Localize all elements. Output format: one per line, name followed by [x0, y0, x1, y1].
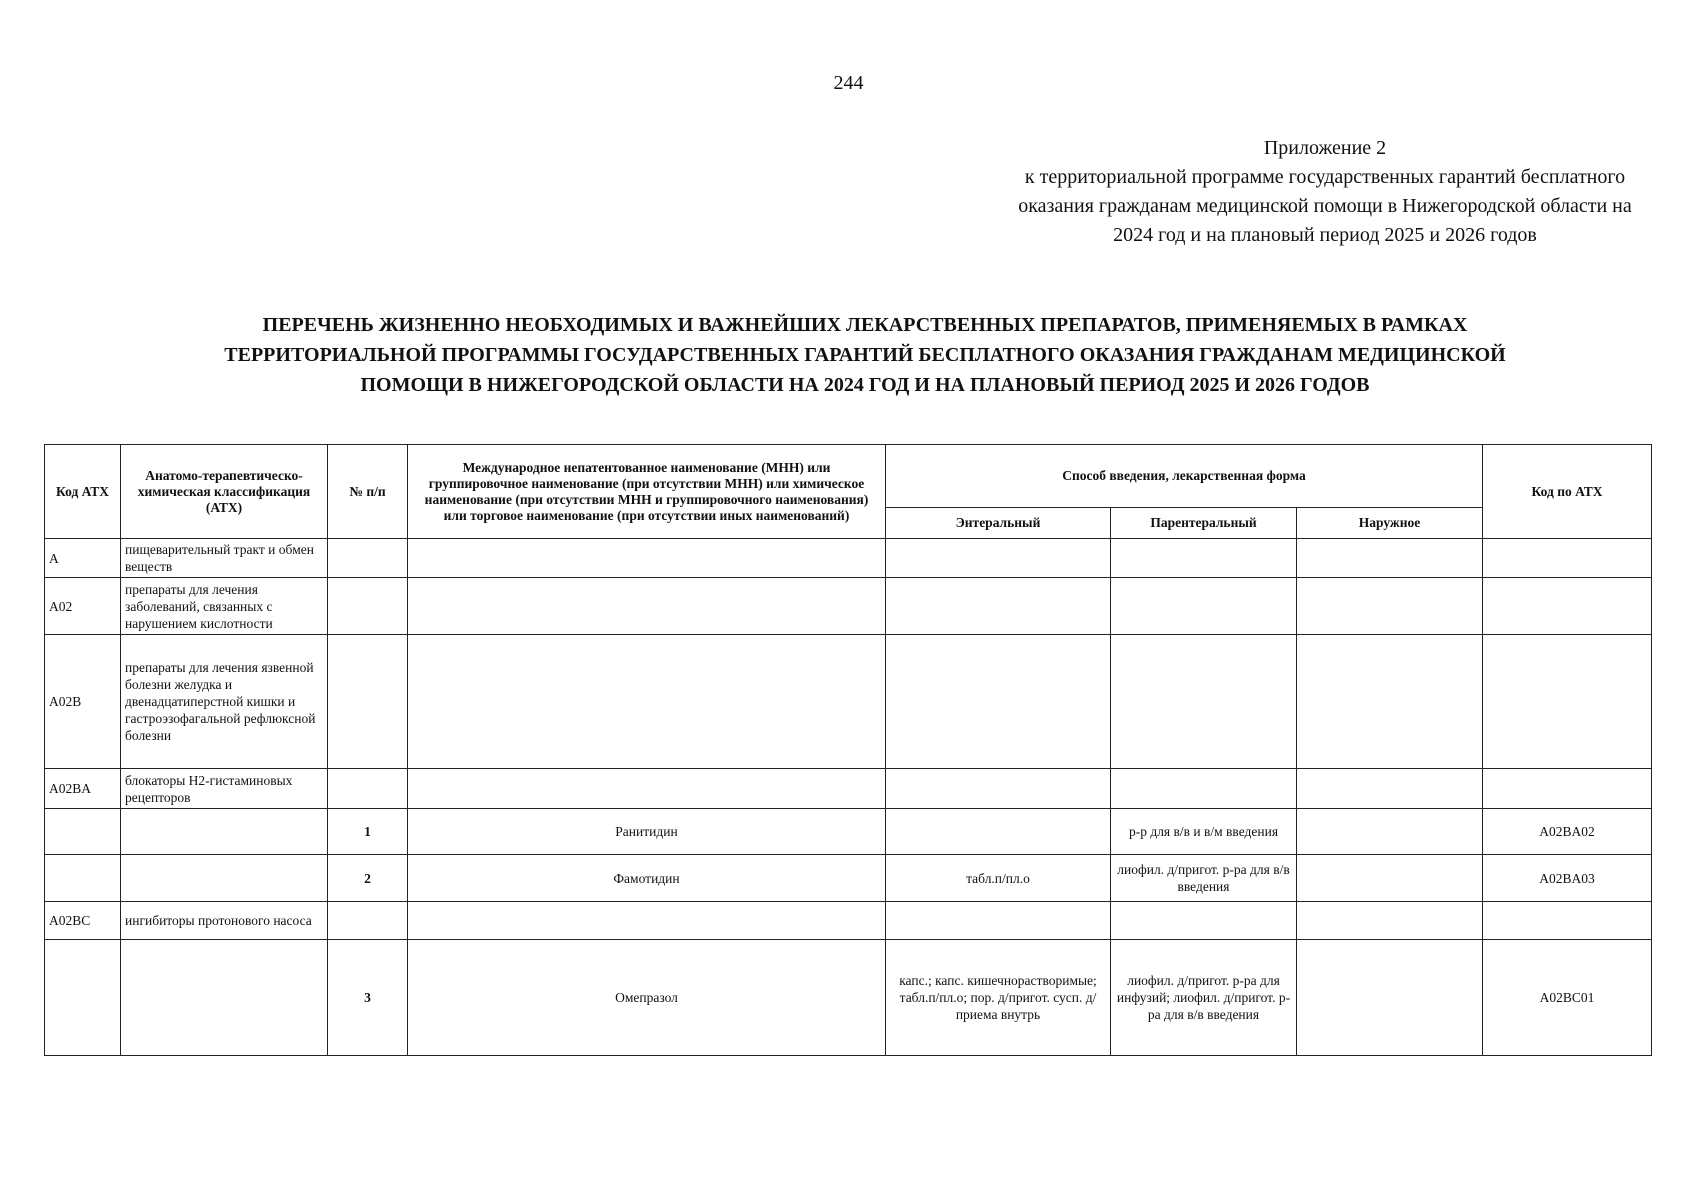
cell-atx: A02BA02: [1483, 809, 1652, 855]
cell-atx: [1483, 539, 1652, 578]
header-route-group: Способ введения, лекарственная форма: [886, 445, 1483, 508]
header-code-atx: Код АТХ: [45, 445, 121, 539]
cell-code: [45, 855, 121, 902]
drug-list-table: [44, 444, 1652, 1056]
cell-external: [1297, 578, 1483, 635]
cell-number: [328, 578, 408, 635]
cell-name: [408, 539, 886, 578]
cell-atx: A02BA03: [1483, 855, 1652, 902]
appendix-line: Приложение 2: [1263, 137, 1387, 159]
cell-name: Фамотидин: [408, 855, 886, 902]
cell-code: [45, 940, 121, 1056]
cell-atx: [1483, 769, 1652, 809]
title-line: ПОМОЩИ В НИЖЕГОРОДСКОЙ ОБЛАСТИ НА 2024 ГОД И НА ПЛАНОВЫЙ ПЕРИОД 2025 И 2026 ГОДОВ: [360, 374, 1370, 396]
table-header: [45, 445, 1652, 539]
table-row: [45, 940, 1652, 1056]
cell-enteral: [886, 578, 1111, 635]
cell-external: [1297, 855, 1483, 902]
cell-classification: блокаторы H2-гистаминовых рецепторов: [121, 769, 328, 809]
header-parenteral: Парентеральный: [1111, 508, 1297, 539]
cell-number: 2: [328, 855, 408, 902]
cell-external: [1297, 635, 1483, 769]
cell-code: A: [45, 539, 121, 578]
cell-code: A02: [45, 578, 121, 635]
cell-number: [328, 539, 408, 578]
header-classification: Анатомо-терапевтическо-химическая классификация (АТХ): [121, 445, 328, 539]
table-row: [45, 635, 1652, 769]
cell-name: Ранитидин: [408, 809, 886, 855]
cell-parenteral: [1111, 635, 1297, 769]
title-line: ПЕРЕЧЕНЬ ЖИЗНЕННО НЕОБХОДИМЫХ И ВАЖНЕЙШИХ ЛЕКАРСТВЕННЫХ ПРЕПАРАТОВ, ПРИМЕНЯЕМЫХ В РАМКАХ: [262, 314, 1468, 336]
appendix-line: к территориальной программе государственных гарантий бесплатного: [1024, 166, 1626, 188]
cell-name: [408, 578, 886, 635]
cell-parenteral: [1111, 769, 1297, 809]
document-title: [100, 310, 1630, 400]
appendix-note: [930, 134, 1697, 250]
cell-code: [45, 809, 121, 855]
cell-classification: препараты для лечения заболеваний, связанных с нарушением кислотности: [121, 578, 328, 635]
cell-atx: [1483, 578, 1652, 635]
cell-classification: ингибиторы протонового насоса: [121, 902, 328, 940]
cell-classification: препараты для лечения язвенной болезни желудка и двенадцатиперстной кишки и гастроэзофагальной рефлюксной болезни: [121, 635, 328, 769]
cell-parenteral: лиофил. д/пригот. р-ра для в/в введения: [1111, 855, 1297, 902]
cell-classification: [121, 855, 328, 902]
cell-external: [1297, 809, 1483, 855]
title-line: ТЕРРИТОРИАЛЬНОЙ ПРОГРАММЫ ГОСУДАРСТВЕННЫХ ГАРАНТИЙ БЕСПЛАТНОГО ОКАЗАНИЯ ГРАЖДАНАМ МЕДИЦИНСКОЙ: [224, 344, 1506, 366]
cell-code: A02BC: [45, 902, 121, 940]
cell-number: [328, 635, 408, 769]
cell-name: [408, 769, 886, 809]
table-row: [45, 769, 1652, 809]
appendix-line: 2024 год и на плановый период 2025 и 2026 годов: [1113, 224, 1537, 246]
cell-name: [408, 635, 886, 769]
cell-parenteral: [1111, 539, 1297, 578]
cell-code: A02B: [45, 635, 121, 769]
table-body: [45, 539, 1652, 1056]
cell-parenteral: [1111, 578, 1297, 635]
header-name: Международное непатентованное наименование (МНН) или группировочное наименование (при отсутствии МНН) или химическое наименование (при отсутствии МНН и группировочного наименования) или торговое наименование (при отсутствии иных наименований): [408, 445, 886, 539]
cell-external: [1297, 539, 1483, 578]
table-row: [45, 809, 1652, 855]
cell-parenteral: [1111, 902, 1297, 940]
cell-classification: [121, 809, 328, 855]
cell-number: [328, 769, 408, 809]
cell-number: 3: [328, 940, 408, 1056]
table-row: [45, 902, 1652, 940]
cell-external: [1297, 940, 1483, 1056]
cell-classification: пищеварительный тракт и обмен веществ: [121, 539, 328, 578]
table-row: [45, 578, 1652, 635]
cell-parenteral: р-р для в/в и в/м введения: [1111, 809, 1297, 855]
cell-atx: [1483, 902, 1652, 940]
header-atx-code: Код по АТХ: [1483, 445, 1652, 539]
page-number: 244: [833, 72, 864, 94]
cell-enteral: [886, 902, 1111, 940]
table-row: [45, 855, 1652, 902]
header-external: Наружное: [1297, 508, 1483, 539]
cell-enteral: [886, 769, 1111, 809]
header-enteral: Энтеральный: [886, 508, 1111, 539]
cell-enteral: табл.п/пл.о: [886, 855, 1111, 902]
cell-number: 1: [328, 809, 408, 855]
cell-enteral: [886, 809, 1111, 855]
table-row: [45, 539, 1652, 578]
cell-name: [408, 902, 886, 940]
cell-atx: [1483, 635, 1652, 769]
cell-external: [1297, 769, 1483, 809]
cell-number: [328, 902, 408, 940]
cell-atx: A02BC01: [1483, 940, 1652, 1056]
cell-parenteral: лиофил. д/пригот. р-ра для инфузий; лиофил. д/пригот. р-ра для в/в введения: [1111, 940, 1297, 1056]
cell-enteral: [886, 539, 1111, 578]
appendix-line: оказания гражданам медицинской помощи в Нижегородской области на: [1018, 195, 1632, 217]
cell-name: Омепразол: [408, 940, 886, 1056]
cell-code: A02BA: [45, 769, 121, 809]
cell-enteral: капс.; капс. кишечнорастворимые; табл.п/пл.о; пор. д/пригот. сусп. д/приема внутрь: [886, 940, 1111, 1056]
header-number: № п/п: [328, 445, 408, 539]
cell-enteral: [886, 635, 1111, 769]
cell-external: [1297, 902, 1483, 940]
cell-classification: [121, 940, 328, 1056]
